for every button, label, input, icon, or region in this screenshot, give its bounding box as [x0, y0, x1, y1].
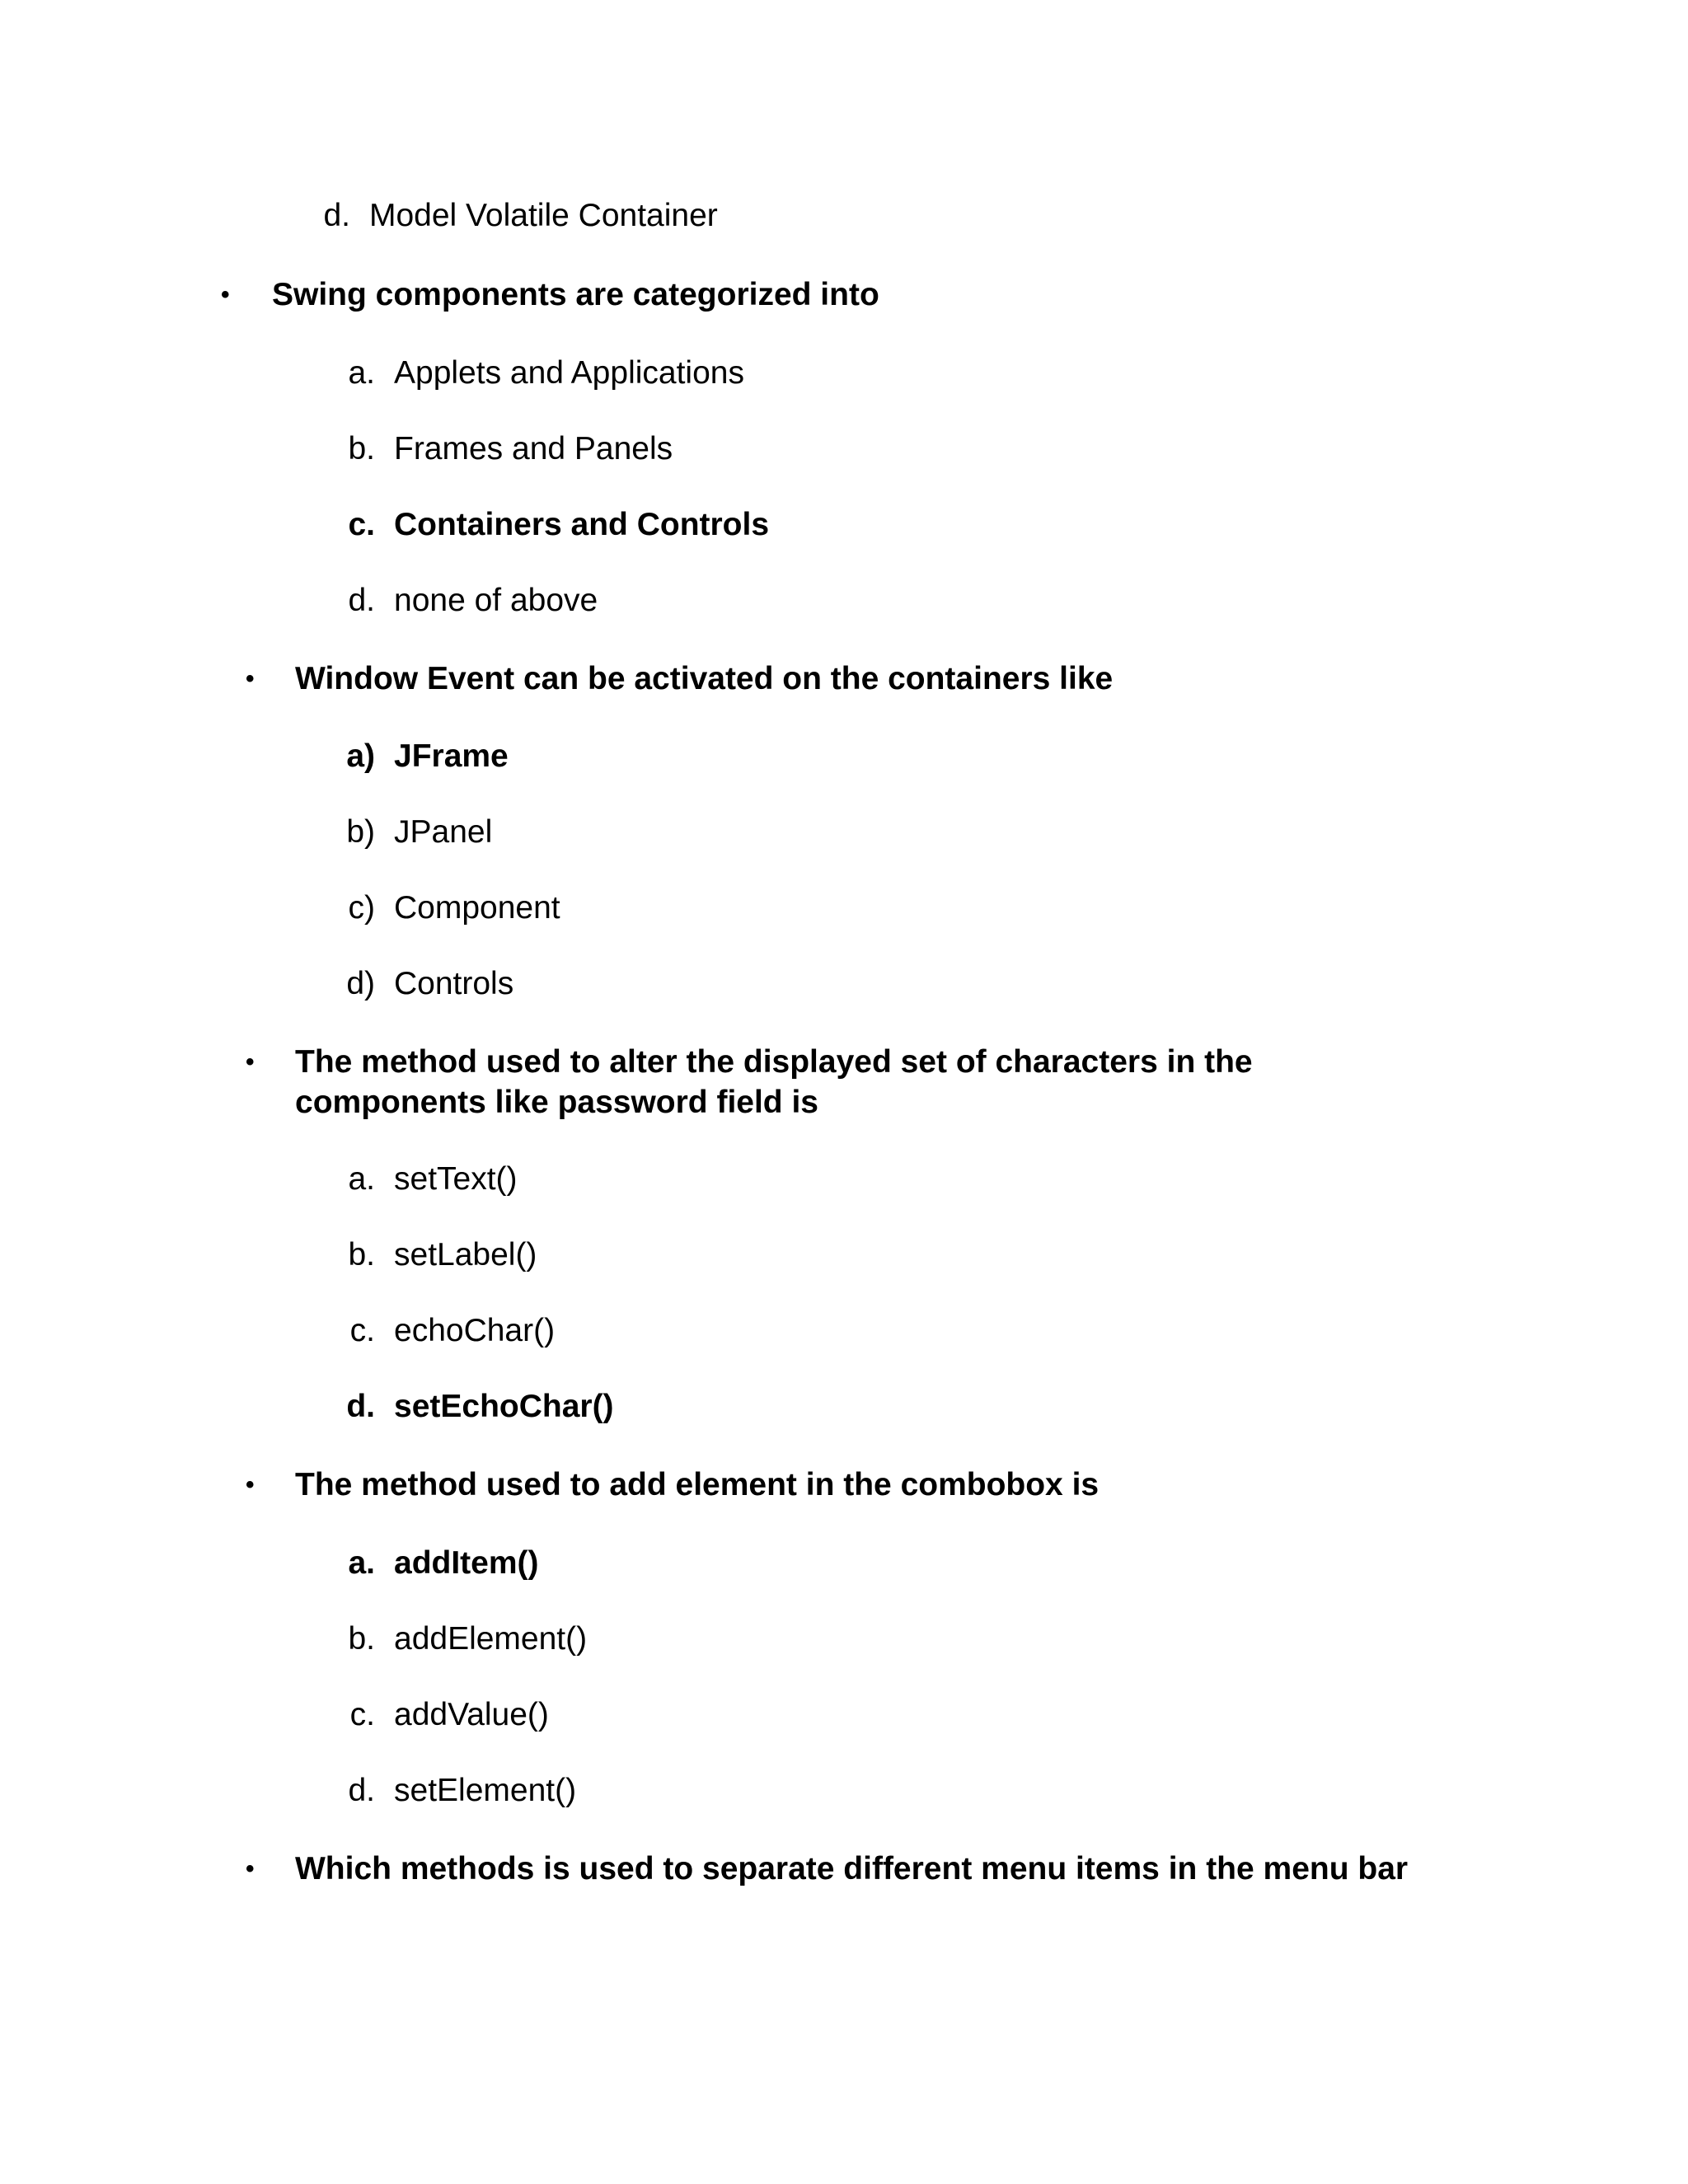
- option-marker: a.: [348, 1545, 375, 1581]
- bullet-icon: •: [221, 281, 230, 308]
- option-text: setElement(): [394, 1773, 577, 1808]
- question-text: Window Event can be activated on the containers like: [295, 661, 1114, 696]
- option-marker: c): [348, 890, 375, 926]
- option-text: addValue(): [394, 1697, 549, 1732]
- option-marker: d.: [323, 198, 350, 233]
- question-text: Which methods is used to separate different menu items in the menu bar: [295, 1851, 1409, 1886]
- option-text: Frames and Panels: [394, 431, 673, 466]
- option-marker: c.: [348, 507, 375, 542]
- question-text-line-1: The method used to alter the displayed set of characters in the: [295, 1044, 1253, 1080]
- option-text: JPanel: [394, 814, 493, 850]
- option-marker: b.: [348, 431, 375, 466]
- option-text: Applets and Applications: [394, 355, 744, 391]
- option-text: JFrame: [394, 738, 509, 774]
- option-marker: b): [346, 814, 375, 850]
- question-text: The method used to add element in the combobox is: [295, 1467, 1100, 1502]
- option-marker: b.: [348, 1237, 375, 1272]
- option-text: Containers and Controls: [394, 507, 770, 542]
- option-marker: d.: [348, 1773, 375, 1808]
- option-text: setLabel(): [394, 1237, 537, 1272]
- option-text: setText(): [394, 1161, 518, 1197]
- option-marker: c.: [349, 1313, 375, 1348]
- option-text: Model Volatile Container: [369, 198, 718, 233]
- option-text: addElement(): [394, 1621, 588, 1657]
- option-text: none of above: [394, 583, 598, 618]
- option-text: echoChar(): [394, 1313, 556, 1348]
- option-marker: a): [346, 738, 375, 774]
- option-marker: b.: [348, 1621, 375, 1657]
- bullet-icon: •: [246, 1471, 255, 1498]
- bullet-icon: •: [246, 1855, 255, 1882]
- option-marker: a.: [348, 1161, 375, 1197]
- question-text: Swing components are categorized into: [272, 277, 879, 312]
- option-text: Controls: [394, 966, 514, 1001]
- option-marker: d.: [346, 1389, 375, 1424]
- option-marker: a.: [348, 355, 375, 391]
- bullet-icon: •: [246, 665, 255, 692]
- option-text: Component: [394, 890, 560, 926]
- option-marker: c.: [349, 1697, 375, 1732]
- question-text-line-2: components like password field is: [295, 1085, 818, 1120]
- option-marker: d): [346, 966, 375, 1001]
- option-text: setEchoChar(): [394, 1389, 614, 1424]
- bullet-icon: •: [246, 1048, 255, 1076]
- option-text: addItem(): [394, 1545, 539, 1581]
- option-marker: d.: [348, 583, 375, 618]
